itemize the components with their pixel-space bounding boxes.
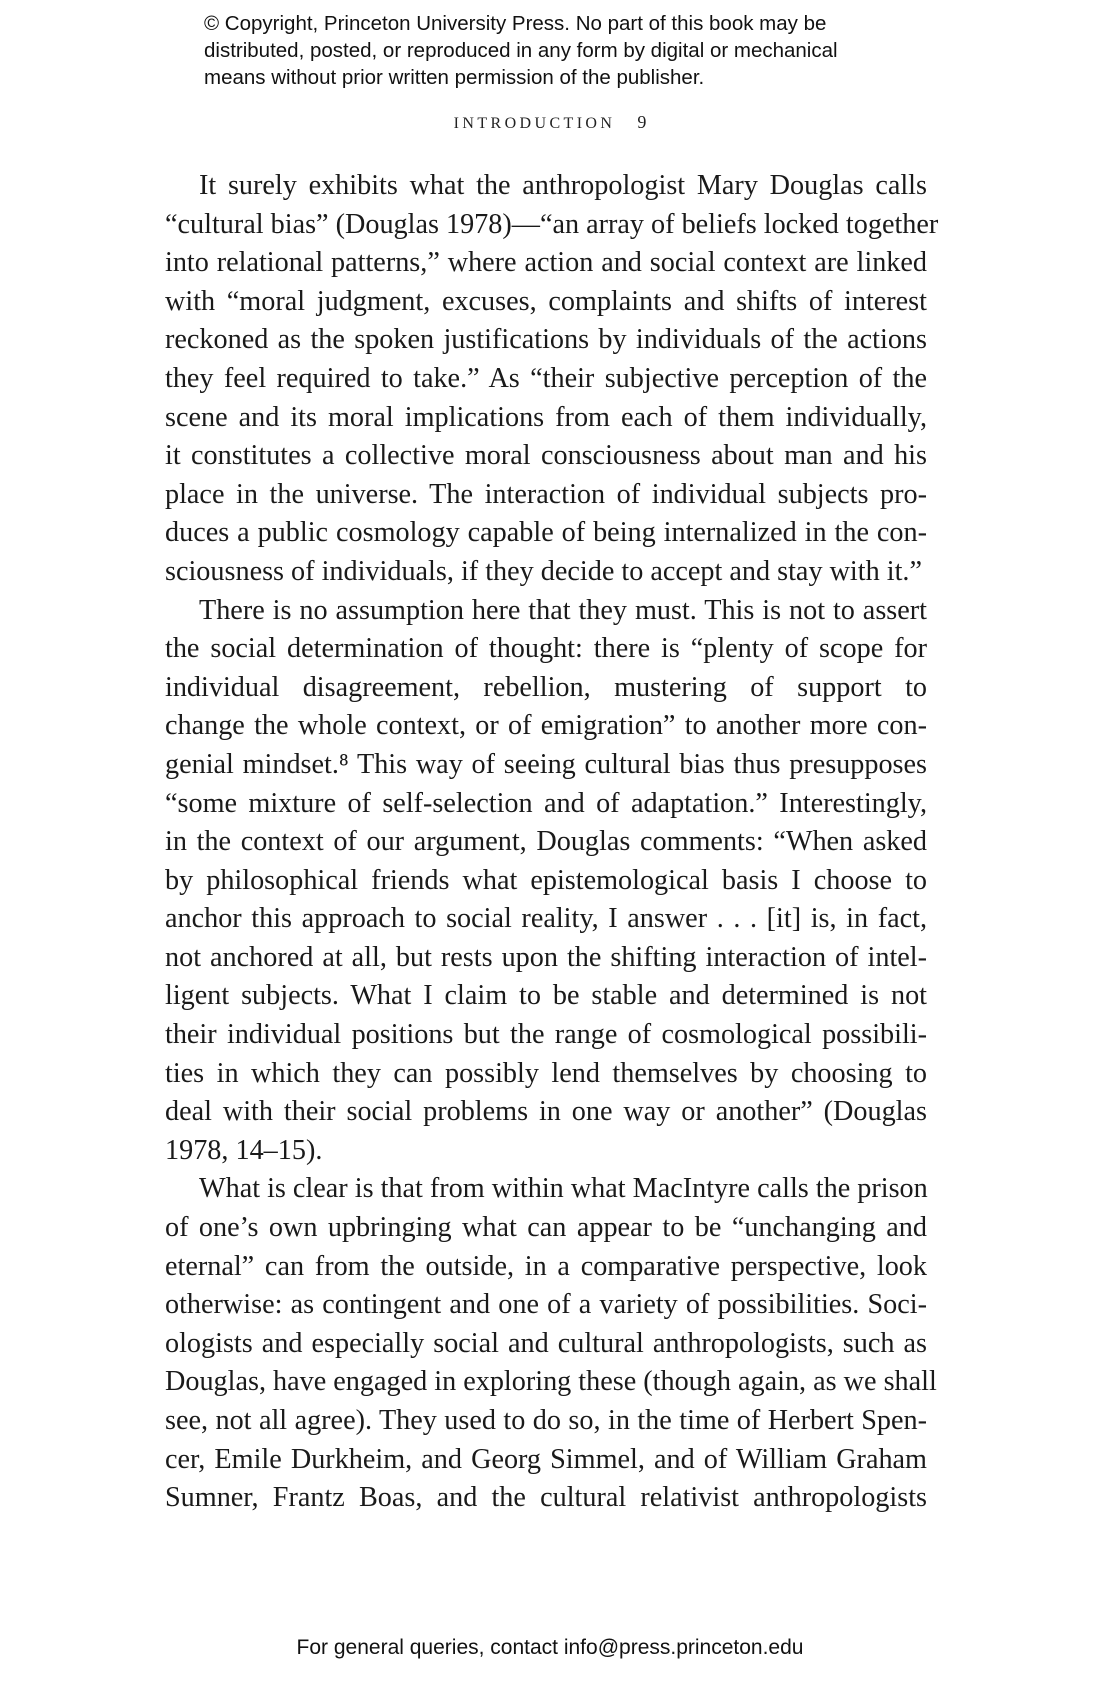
text-line: 1978, 14–15).	[165, 1134, 323, 1166]
text-line: cer, Emile Durkheim, and Georg Simmel, and of William Graham	[165, 1443, 927, 1475]
text-line: change the whole context, or of emigration” to another more con-	[165, 710, 927, 742]
text-line: deal with their social problems in one way or another” (Douglas	[165, 1096, 927, 1128]
text-line: they feel required to take.” As “their subjective perception of the	[165, 362, 927, 394]
page-number: 9	[637, 112, 647, 132]
copyright-line: © Copyright, Princeton University Press. No part of this book may be	[204, 12, 827, 35]
text-line: place in the universe. The interaction of individual subjects pro-	[165, 478, 927, 510]
running-head-title: INTRODUCTION	[453, 115, 616, 132]
text-line: scene and its moral implications from each of them individually,	[165, 401, 927, 433]
text-line: Douglas, have engaged in exploring these (though again, as we shall	[165, 1366, 937, 1398]
text-line: What is clear is that from within what MacIntyre calls the prison	[199, 1173, 928, 1205]
text-line: “cultural bias” (Douglas 1978)—“an array of beliefs locked together	[165, 208, 939, 240]
text-line: it constitutes a collective moral consciousness about man and his	[165, 440, 927, 472]
text-line: reckoned as the spoken justifications by individuals of the actions	[165, 324, 927, 356]
text-line: sciousness of individuals, if they decide to accept and stay with it.”	[165, 555, 922, 587]
text-line: of one’s own upbringing what can appear to be “unchanging and	[165, 1212, 927, 1244]
body-text	[165, 167, 939, 1518]
copyright-line: means without prior written permission of the publisher.	[204, 66, 705, 89]
paragraph	[165, 1170, 937, 1517]
text-line: duces a public cosmology capable of being internalized in the con-	[165, 517, 927, 549]
text-line: otherwise: as contingent and one of a variety of possibilities. Soci-	[165, 1289, 927, 1321]
text-line: into relational patterns,” where action and social context are linked	[165, 247, 927, 279]
paragraph	[165, 592, 927, 1171]
text-line: genial mindset.⁸ This way of seeing cultural bias thus presupposes	[165, 748, 927, 780]
text-line: It surely exhibits what the anthropologist Mary Douglas calls	[199, 170, 927, 201]
text-line: Sumner, Frantz Boas, and the cultural relativist anthropologists	[165, 1482, 927, 1514]
text-line: with “moral judgment, excuses, complaints and shifts of interest	[165, 285, 927, 317]
text-line: anchor this approach to social reality, I answer . . . [it] is, in fact,	[165, 903, 927, 935]
text-line: ties in which they can possibly lend themselves by choosing to	[165, 1057, 927, 1089]
text-line: individual disagreement, rebellion, mustering of support to	[165, 671, 927, 703]
running-head	[0, 112, 1100, 133]
text-line: their individual positions but the range of cosmological possibili-	[165, 1019, 927, 1051]
text-line: eternal” can from the outside, in a comparative perspective, look	[165, 1250, 927, 1282]
footer-contact: For general queries, contact info@press.princeton.edu	[296, 1636, 804, 1659]
text-line: by philosophical friends what epistemological basis I choose to	[165, 864, 927, 896]
text-line: see, not all agree). They used to do so, in the time of Herbert Spen-	[165, 1405, 927, 1436]
copyright-notice	[204, 10, 924, 91]
text-line: ligent subjects. What I claim to be stable and determined is not	[165, 980, 927, 1012]
text-line: not anchored at all, but rests upon the shifting interaction of intel-	[165, 941, 927, 973]
copyright-line: distributed, posted, or reproduced in any form by digital or mechanical	[204, 39, 838, 62]
text-line: There is no assumption here that they must. This is not to assert	[199, 594, 927, 626]
text-line: ologists and especially social and cultural anthropologists, such as	[165, 1327, 927, 1359]
text-line: “some mixture of self-selection and of adaptation.” Interestingly,	[165, 787, 927, 819]
text-line: in the context of our argument, Douglas comments: “When asked	[165, 826, 927, 858]
text-line: the social determination of thought: there is “plenty of scope for	[165, 633, 927, 665]
paragraph	[165, 167, 939, 592]
